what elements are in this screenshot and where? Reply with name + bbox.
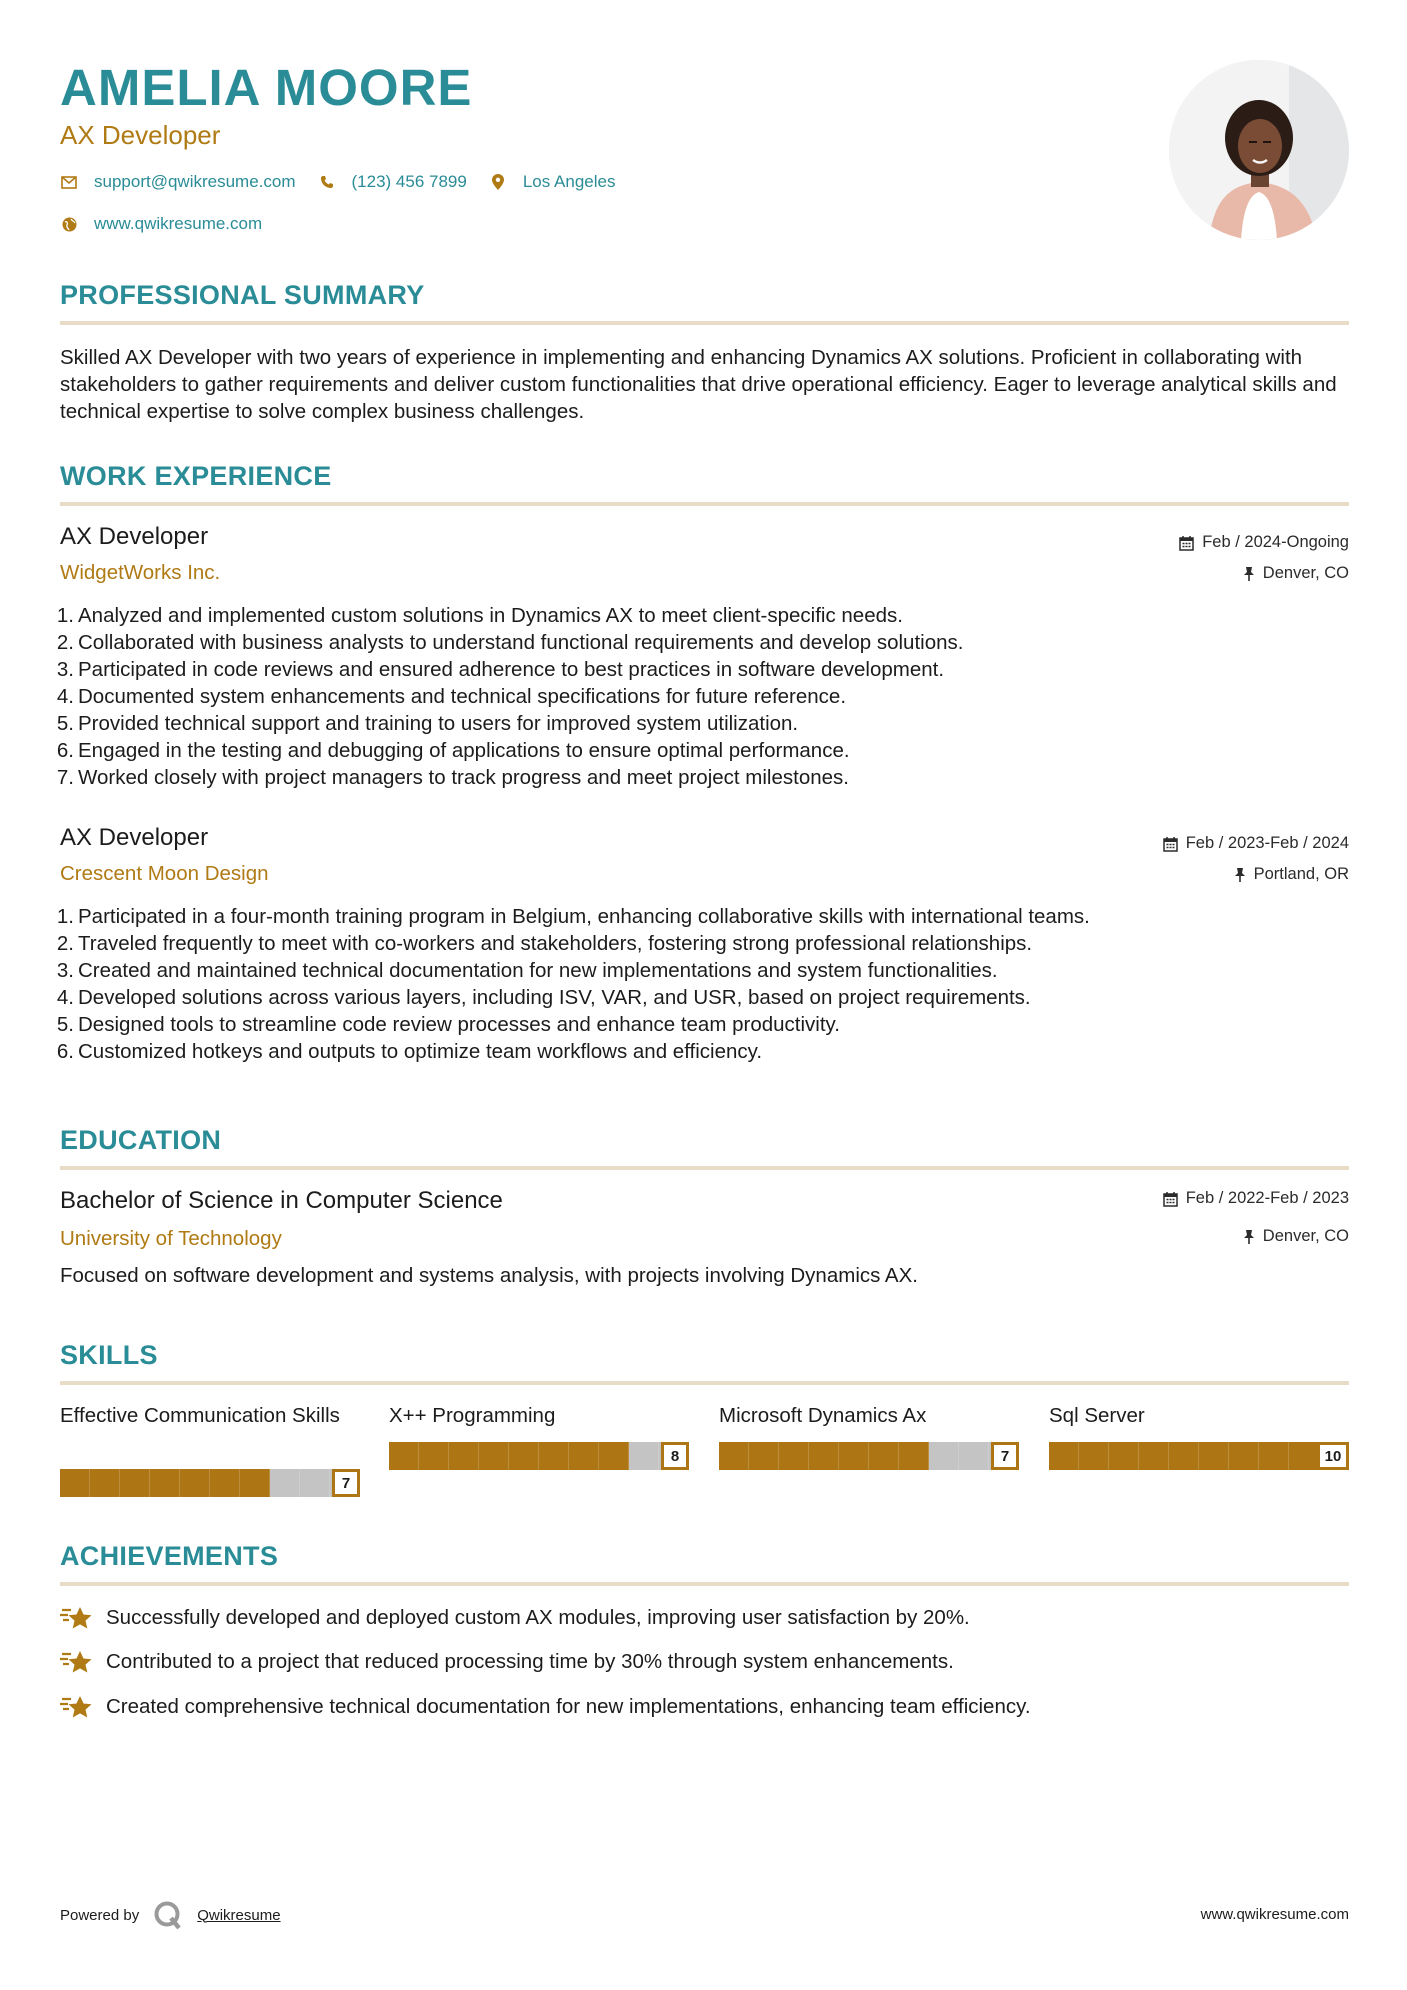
achievement-item — [60, 1649, 954, 1675]
phone-text: (123) 456 7899 — [351, 172, 467, 191]
skills-heading: SKILLS — [60, 1340, 158, 1370]
skill-segment — [449, 1442, 479, 1470]
skill-segment — [150, 1469, 180, 1497]
job-location-text: Portland, OR — [1253, 865, 1349, 883]
skill-segment — [210, 1469, 240, 1497]
skill-segment — [839, 1442, 869, 1470]
skill-segment — [1229, 1442, 1259, 1470]
education-description: Focused on software development and systems analysis, with projects involving Dynamics AX. — [60, 1264, 918, 1287]
qwikresume-logo-icon — [153, 1900, 183, 1930]
list-item: 2. Collaborated with business analysts to understand functional requirements and develop solutions. — [56, 631, 964, 654]
skill-segment — [959, 1442, 989, 1470]
candidate-name: AMELIA MOORE — [60, 59, 473, 116]
skill-segment — [1079, 1442, 1109, 1470]
skill-segment — [1199, 1442, 1229, 1470]
pushpin-icon — [1243, 566, 1255, 581]
list-item: 3. Created and maintained technical documentation for new implementations and system functionalities. — [56, 959, 998, 982]
skill-segment — [1139, 1442, 1169, 1470]
skill-level-bar — [1049, 1442, 1349, 1470]
skill-item — [1049, 1402, 1349, 1465]
skill-segment — [509, 1442, 539, 1470]
contact-row-secondary — [60, 214, 284, 234]
degree-title: Bachelor of Science in Computer Science — [60, 1187, 503, 1214]
education-location-text: Denver, CO — [1262, 1227, 1349, 1245]
section-divider — [60, 321, 1349, 325]
globe-icon — [60, 215, 78, 233]
skill-label: Effective Communication Skills — [60, 1404, 340, 1427]
education-location — [1243, 1227, 1349, 1246]
skill-segment — [539, 1442, 569, 1470]
job-dates-text: Feb / 2023-Feb / 2024 — [1185, 834, 1349, 852]
list-item: 1. Participated in a four-month training program in Belgium, enhancing collaborative skills with international teams. — [56, 905, 1090, 928]
list-item: 1. Analyzed and implemented custom solutions in Dynamics AX to meet client-specific needs. — [56, 604, 903, 627]
education-dates-text: Feb / 2022-Feb / 2023 — [1185, 1189, 1349, 1207]
phone-icon — [318, 173, 336, 191]
job-dates — [1163, 834, 1349, 853]
calendar-icon — [1163, 836, 1178, 852]
list-item: 2. Traveled frequently to meet with co-workers and stakeholders, fostering strong professional relationships. — [56, 932, 1033, 955]
website-link[interactable]: www.qwikresume.com — [94, 214, 263, 233]
location-text: Los Angeles — [522, 172, 616, 191]
section-divider — [60, 1166, 1349, 1170]
skill-segment — [180, 1469, 210, 1497]
email-link[interactable]: support@qwikresume.com — [94, 172, 296, 191]
skill-segment — [1109, 1442, 1139, 1470]
section-divider — [60, 1582, 1349, 1586]
skill-segment — [60, 1469, 90, 1497]
skill-level-badge: 7 — [991, 1442, 1019, 1470]
achievement-text: Created comprehensive technical documentation for new implementations, enhancing team efficiency. — [106, 1695, 1031, 1718]
calendar-icon — [1163, 1191, 1178, 1207]
list-item: 5. Designed tools to streamline code review processes and enhance team productivity. — [56, 1013, 840, 1036]
star-icon — [60, 1694, 94, 1720]
skill-segment — [120, 1469, 150, 1497]
job-bullets — [0, 602, 1358, 791]
experience-heading: WORK EXPERIENCE — [60, 461, 332, 491]
company-name: Crescent Moon Design — [60, 862, 269, 885]
list-item: 5. Provided technical support and training to users for improved system utilization. — [56, 712, 799, 735]
skill-segment — [599, 1442, 629, 1470]
skill-segment — [779, 1442, 809, 1470]
pushpin-icon — [1243, 1229, 1255, 1244]
footer-powered-by — [60, 1900, 281, 1930]
skill-label: Sql Server — [1049, 1404, 1145, 1427]
list-item: 4. Developed solutions across various layers, including ISV, VAR, and USR, based on project requirements. — [56, 986, 1031, 1009]
skill-segment — [479, 1442, 509, 1470]
skill-segment — [869, 1442, 899, 1470]
skill-segment — [899, 1442, 929, 1470]
list-item: 6. Engaged in the testing and debugging of applications to ensure optimal performance. — [56, 739, 850, 762]
skill-segment — [929, 1442, 959, 1470]
skill-level-badge: 7 — [332, 1469, 360, 1497]
list-item: 3. Participated in code reviews and ensured adherence to best practices in software development. — [56, 658, 945, 681]
skill-segment — [749, 1442, 779, 1470]
profile-photo — [1169, 60, 1349, 240]
skill-level-bar — [60, 1469, 360, 1497]
job-dates-text: Feb / 2024-Ongoing — [1202, 533, 1349, 551]
qwikresume-link[interactable]: Qwikresume — [197, 1906, 281, 1924]
envelope-icon — [60, 173, 78, 191]
achievements-heading: ACHIEVEMENTS — [60, 1541, 279, 1571]
summary-text: Skilled AX Developer with two years of experience in implementing and enhancing Dynamics AX solutions. Proficient in collaborating with stakeholders to gather requirements and deliver custom functionalities that drive operational efficiency. Eager to leverage analytical skills and technical expertise to solve complex business challenges. — [60, 346, 1337, 423]
pushpin-icon — [1234, 867, 1246, 882]
skill-segment — [90, 1469, 120, 1497]
job-location-text: Denver, CO — [1262, 564, 1349, 582]
candidate-title: AX Developer — [60, 120, 221, 150]
company-name: WidgetWorks Inc. — [60, 561, 221, 584]
skill-level-bar — [389, 1442, 689, 1470]
skill-segment — [389, 1442, 419, 1470]
skill-segment — [629, 1442, 659, 1470]
skill-segment — [240, 1469, 270, 1497]
star-icon — [60, 1649, 94, 1675]
skill-segment — [1169, 1442, 1199, 1470]
achievement-item — [60, 1694, 1031, 1720]
skill-segment — [270, 1469, 300, 1497]
skill-level-badge: 8 — [661, 1442, 689, 1470]
job-title: AX Developer — [60, 824, 209, 851]
map-pin-icon — [489, 173, 507, 191]
achievement-text: Contributed to a project that reduced processing time by 30% through system enhancements. — [106, 1650, 954, 1673]
skill-segment — [809, 1442, 839, 1470]
list-item: 6. Customized hotkeys and outputs to optimize team workflows and efficiency. — [56, 1040, 763, 1063]
skill-segment — [1259, 1442, 1289, 1470]
achievement-item — [60, 1605, 970, 1631]
section-divider — [60, 1381, 1349, 1385]
skill-segment — [300, 1469, 330, 1497]
contact-row-primary — [60, 172, 637, 192]
job-bullets — [0, 903, 1358, 1065]
calendar-icon — [1179, 535, 1194, 551]
job-dates — [1179, 533, 1349, 552]
job-title: AX Developer — [60, 523, 209, 550]
school-name: University of Technology — [60, 1227, 282, 1250]
summary-heading: PROFESSIONAL SUMMARY — [60, 280, 425, 310]
job-location — [1243, 564, 1349, 583]
footer-website[interactable]: www.qwikresume.com — [1200, 1906, 1349, 1923]
powered-by-label: Powered by — [60, 1906, 140, 1924]
section-divider — [60, 502, 1349, 506]
skill-segment — [419, 1442, 449, 1470]
skill-segment — [719, 1442, 749, 1470]
list-item: 7. Worked closely with project managers to track progress and meet project milestones. — [56, 766, 849, 789]
achievement-text: Successfully developed and deployed custom AX modules, improving user satisfaction by 20%. — [106, 1606, 970, 1629]
skill-segment — [1289, 1442, 1319, 1470]
skill-item — [719, 1402, 1019, 1465]
education-heading: EDUCATION — [60, 1125, 222, 1155]
skill-item — [389, 1402, 689, 1465]
list-item: 4. Documented system enhancements and technical specifications for future reference. — [56, 685, 847, 708]
star-icon — [60, 1605, 94, 1631]
skill-item — [60, 1402, 360, 1492]
skill-segment — [1049, 1442, 1079, 1470]
education-dates — [1163, 1189, 1349, 1208]
skill-label: X++ Programming — [389, 1404, 556, 1427]
job-location — [1234, 865, 1349, 884]
skill-level-bar — [719, 1442, 1019, 1470]
skill-label: Microsoft Dynamics Ax — [719, 1404, 927, 1427]
skill-level-badge: 10 — [1317, 1442, 1349, 1470]
skill-segment — [569, 1442, 599, 1470]
